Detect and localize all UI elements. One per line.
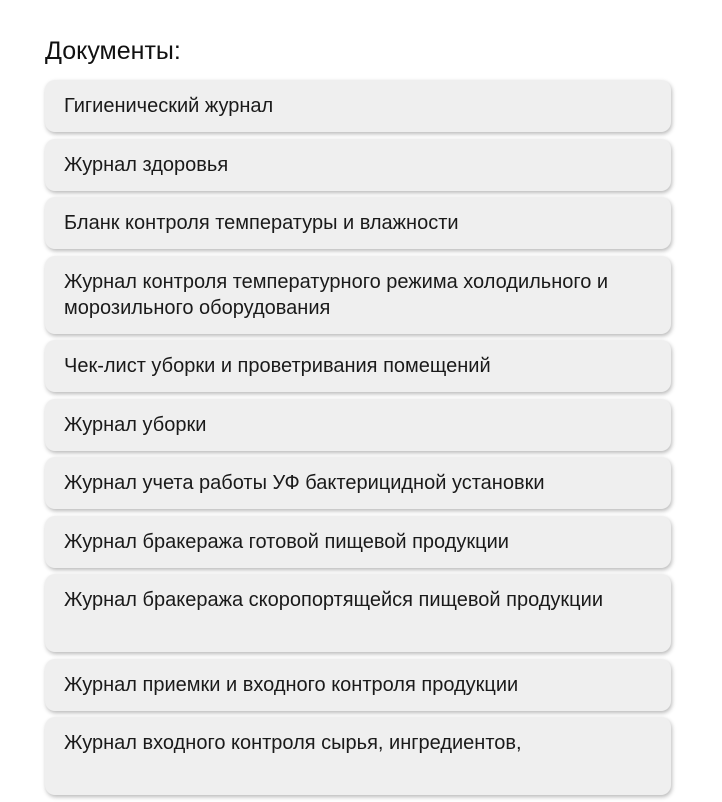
- document-link-raw-materials-control-journal[interactable]: Журнал входного контроля сырья, ингредиентов,: [45, 717, 671, 795]
- document-link-perishable-food-rejection-journal[interactable]: Журнал бракеража скоропортящейся пищевой продукции: [45, 574, 671, 652]
- document-link-cleaning-ventilation-checklist[interactable]: Чек-лист уборки и проветривания помещений: [45, 340, 671, 392]
- documents-list: [45, 80, 671, 802]
- document-link-uv-unit-journal[interactable]: Журнал учета работы УФ бактерицидной установки: [45, 457, 671, 509]
- document-link-health-journal[interactable]: Журнал здоровья: [45, 139, 671, 191]
- document-link-temperature-humidity-form[interactable]: Бланк контроля температуры и влажности: [45, 197, 671, 249]
- document-link-fridge-temperature-journal[interactable]: Журнал контроля температурного режима холодильного и морозильного оборудования: [45, 256, 671, 334]
- document-link-product-acceptance-journal[interactable]: Журнал приемки и входного контроля продукции: [45, 659, 671, 711]
- document-link-finished-food-rejection-journal[interactable]: Журнал бракеража готовой пищевой продукции: [45, 516, 671, 568]
- document-link-hygiene-journal[interactable]: Гигиенический журнал: [45, 80, 671, 132]
- page-title: Документы:: [45, 37, 181, 65]
- document-link-cleaning-journal[interactable]: Журнал уборки: [45, 399, 671, 451]
